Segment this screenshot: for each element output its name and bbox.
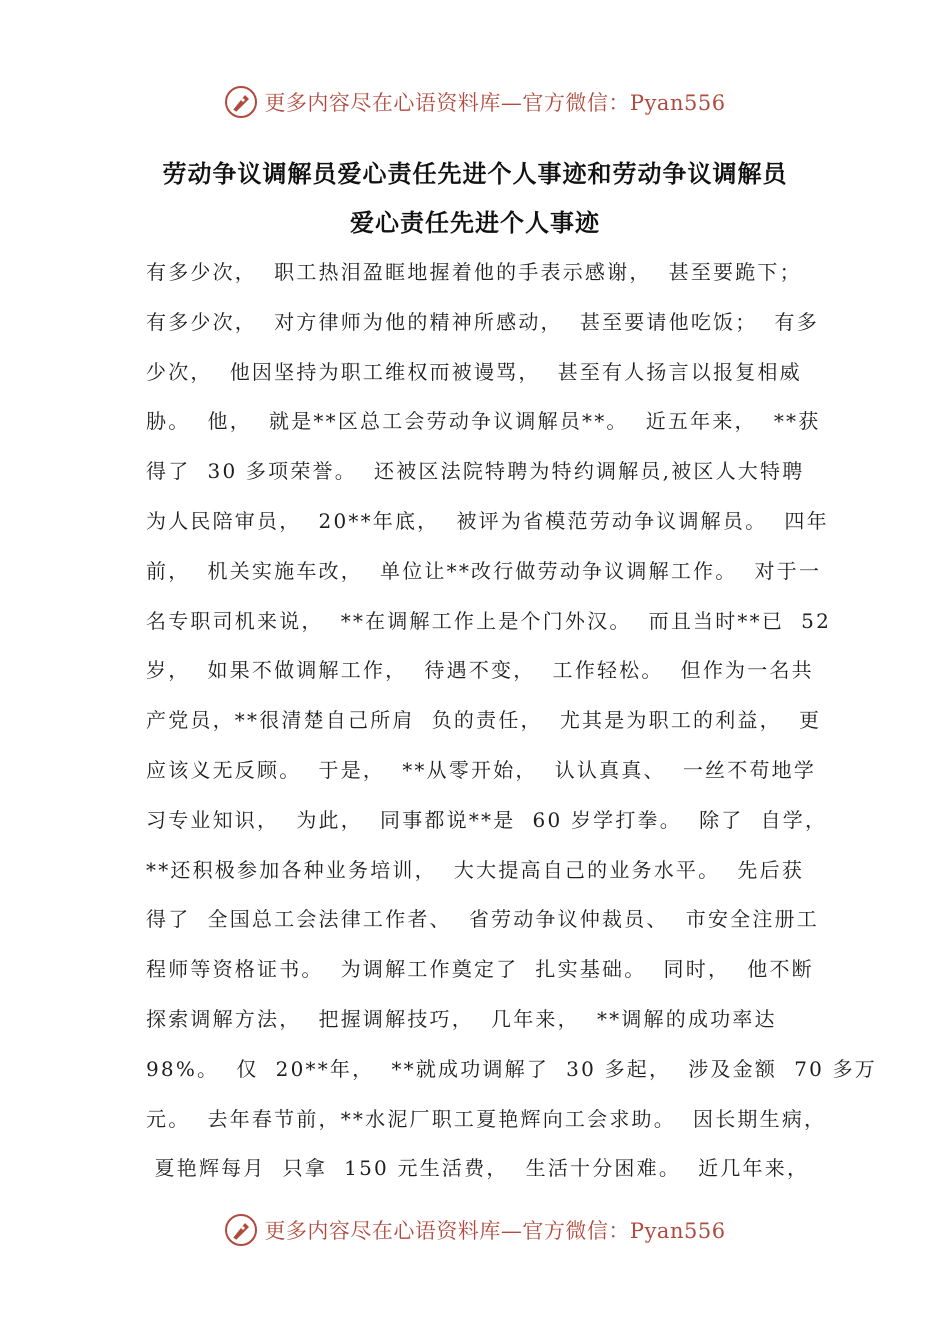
body-line: 元。 去年春节前，**水泥厂职工夏艳辉向工会求助。 因长期生病，: [146, 1106, 827, 1131]
body-line: **还积极参加各种业务培训， 大大提高自己的业务水平。 先后获: [146, 857, 805, 882]
body-line: 名专职司机来说， **在调解工作上是个门外汉。 而且当时**已 52: [146, 608, 831, 633]
document-title-line-1: 劳动争议调解员爱心责任先进个人事迹和劳动争议调解员: [162, 160, 788, 188]
document-title-line-2: 爱心责任先进个人事迹: [350, 209, 600, 237]
body-line: 得了 全国总工会法律工作者、 省劳动争议仲裁员、 市安全注册工: [146, 907, 819, 932]
body-line: 夏艳辉每月 只拿 150 元生活费， 生活十分困难。 近几年来，: [146, 1156, 810, 1181]
header-banner-text: 更多内容尽在心语资料库—官方微信：Pyan556: [264, 91, 726, 115]
body-line: 有多少次， 职工热泪盈眶地握着他的手表示感谢， 甚至要跪下；: [146, 260, 802, 284]
body-line: 有多少次， 对方律师为他的精神所感动， 甚至要请他吃饭； 有多: [146, 309, 819, 334]
body-line: 产党员，**很清楚自己所肩 负的责任， 尤其是为职工的利益， 更: [146, 708, 822, 733]
body-line: 探索调解方法， 把握调解技巧， 几年来， **调解的成功率达: [146, 1006, 777, 1031]
body-line: 程师等资格证书。 为调解工作奠定了 扎实基础。 同时， 他不断: [146, 957, 814, 982]
footer-banner: [0, 1210, 950, 1250]
body-line: 为人民陪审员， 20**年底， 被评为省模范劳动争议调解员。 四年: [146, 508, 829, 533]
body-line: 应该义无反顾。 于是， **从零开始， 认认真真、 一丝不苟地学: [146, 757, 817, 782]
footer-banner-text: 更多内容尽在心语资料库—官方微信：Pyan556: [264, 1219, 726, 1243]
body-line: 习专业知识， 为此， 同事都说**是 60 岁学打拳。 除了 自学，: [146, 807, 828, 832]
body-paragraph: [146, 248, 878, 1194]
body-line: 岁， 如果不做调解工作， 待遇不变， 工作轻松。 但作为一名共: [146, 658, 814, 683]
body-line: 98%。 仅 20**年， **就成功调解了 30 多起， 涉及金额 70 多万: [146, 1056, 878, 1081]
body-line: 前， 机关实施车改， 单位让**改行做劳动争议调解工作。 对于一: [146, 558, 822, 583]
body-line: 胁。 他， 就是**区总工会劳动争议调解员**。 近五年来， **获: [146, 409, 821, 434]
body-line: 少次， 他因坚持为职工维权而被谩骂， 甚至有人扬言以报复相威: [146, 359, 802, 384]
pen-nib-logo-icon: [224, 85, 258, 119]
header-banner: [0, 82, 950, 122]
pen-nib-logo-icon: [224, 1213, 258, 1247]
body-line: 得了 30 多项荣誉。 还被区法院特聘为特约调解员,被区人大特聘: [146, 459, 805, 484]
